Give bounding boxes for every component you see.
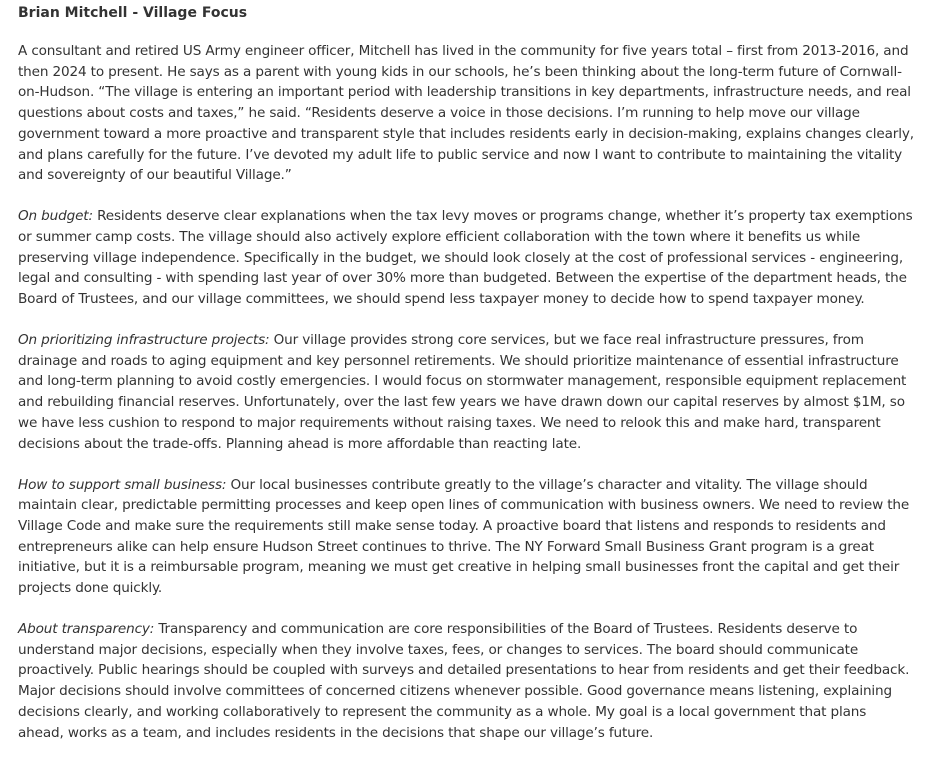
- transparency-text: Transparency and communication are core responsibilities of the Board of Trustees. Residents deserve to understand major decisions, especially when they involve taxes, fees, or changes to services. The board should communicate proactively. Public hearings should be coupled with surveys and detailed presentations to hear from residents and get their feedback. Major decisions should involve committees of concerned citizens whenever possible. Good governance means listening, explaining decisions clearly, and working collaboratively to represent the community as a whole. My goal is a local government that plans ahead, works as a team, and includes residents in the decisions that shape our village’s future.: [18, 621, 910, 741]
- small-business-paragraph: [18, 475, 914, 599]
- small-business-text: Our local businesses contribute greatly to the village’s character and vitality. The village should maintain clear, predictable permitting processes and keep open lines of communication with business owners. We need to review the Village Code and make sure the requirements still make sense today. A proactive board that listens and responds to residents and entrepreneurs alike can help ensure Hudson Street continues to thrive. The NY Forward Small Business Grant program is a great initiative, but it is a reimbursable program, meaning we must get creative in helping small businesses front the capital and get their projects done quickly.: [18, 476, 910, 597]
- infrastructure-text: Our village provides strong core services, but we face real infrastructure pressures, from drainage and roads to aging equipment and key personnel retirements. We should prioritize maintenance of essential infrastructure and long-term planning to avoid costly emergencies. I would focus on stormwater management, responsible equipment replacement and rebuilding financial reserves. Unfortunately, over the last few years we have drawn down our capital reserves by almost $1M, so we have less cushion to respond to major requirements without raising taxes. We need to relook this and make hard, transparent decisions about the trade-offs. Planning ahead is more affordable than reacting late.: [18, 332, 907, 452]
- small-business-heading: How to support small business:: [18, 476, 227, 493]
- article-title: Brian Mitchell - Village Focus: [18, 5, 248, 21]
- transparency-heading: About transparency:: [18, 621, 155, 638]
- infrastructure-heading: On prioritizing infrastructure projects:: [18, 332, 270, 349]
- budget-paragraph: [18, 206, 914, 310]
- intro-paragraph: A consultant and retired US Army engineer officer, Mitchell has lived in the community for five years total – first from 2013-2016, and then 2024 to present. He says as a parent with young kids in our schools, he’s been thinking about the long-term future of Cornwall-on-Hudson. “The village is entering an important period with leadership transitions in key departments, infrastructure needs, and real questions about costs and taxes,” he said. “Residents deserve a voice in those decisions. I’m running to help move our village government toward a more proactive and transparent style that includes residents early in decision-making, explains changes clearly, and plans carefully for the future. I’ve devoted my adult life to public service and now I want to contribute to maintaining the vitality and sovereignty of our beautiful Village.”: [18, 43, 914, 184]
- budget-text: Residents deserve clear explanations when the tax levy moves or programs change, whether it’s property tax exemptions or summer camp costs. The village should also actively explore efficient collaboration with the town where it benefits us while preserving village independence. Specifically in the budget, we should look closely at the cost of professional services - engineering, legal and consulting - with spending last year of over 30% more than budgeted. Between the expertise of the department heads, the Board of Trustees, and our village committees, we should spend less taxpayer money to decide how to spend taxpayer money.: [18, 208, 913, 308]
- transparency-paragraph: [18, 619, 914, 743]
- budget-heading: On budget:: [18, 208, 93, 225]
- infrastructure-paragraph: [18, 330, 914, 454]
